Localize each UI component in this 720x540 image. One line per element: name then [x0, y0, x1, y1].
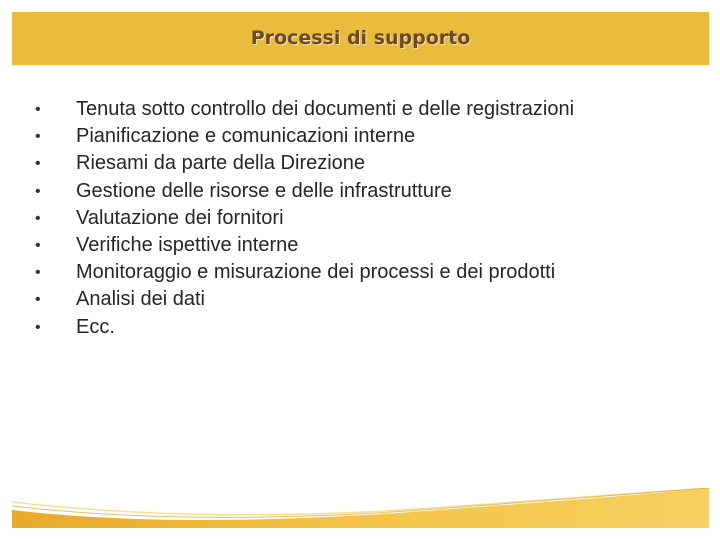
bullet-text: Valutazione dei fornitori [76, 206, 284, 229]
bullet-icon: • [35, 101, 41, 118]
bullet-text: Analisi dei dati [76, 288, 205, 311]
bullet-text: Riesami da parte della Direzione [76, 152, 366, 175]
bullet-icon: • [35, 182, 41, 200]
title-bar [12, 12, 709, 65]
bullet-icon: • [35, 155, 41, 173]
bullet-icon: • [35, 264, 41, 282]
bullet-text: Gestione delle risorse e delle infrastrutture [76, 179, 452, 202]
bullet-icon: • [35, 236, 41, 254]
bullet-text: Tenuta sotto controllo dei documenti e delle registrazioni [76, 98, 575, 120]
bullet-icon: • [35, 318, 41, 336]
bullet-text: Verifiche ispettive interne [76, 233, 299, 256]
bullet-icon: • [35, 128, 41, 146]
footer-wave-decoration [12, 488, 709, 528]
bullet-text: Pianificazione e comunicazioni interne [76, 125, 416, 148]
slide-title: Processi di supporto [250, 27, 471, 49]
bullet-icon: • [35, 291, 41, 309]
bullet-text: Ecc. [76, 315, 115, 338]
bullet-icon: • [35, 209, 41, 227]
bullet-text: Monitoraggio e misurazione dei processi e dei prodotti [76, 261, 556, 284]
